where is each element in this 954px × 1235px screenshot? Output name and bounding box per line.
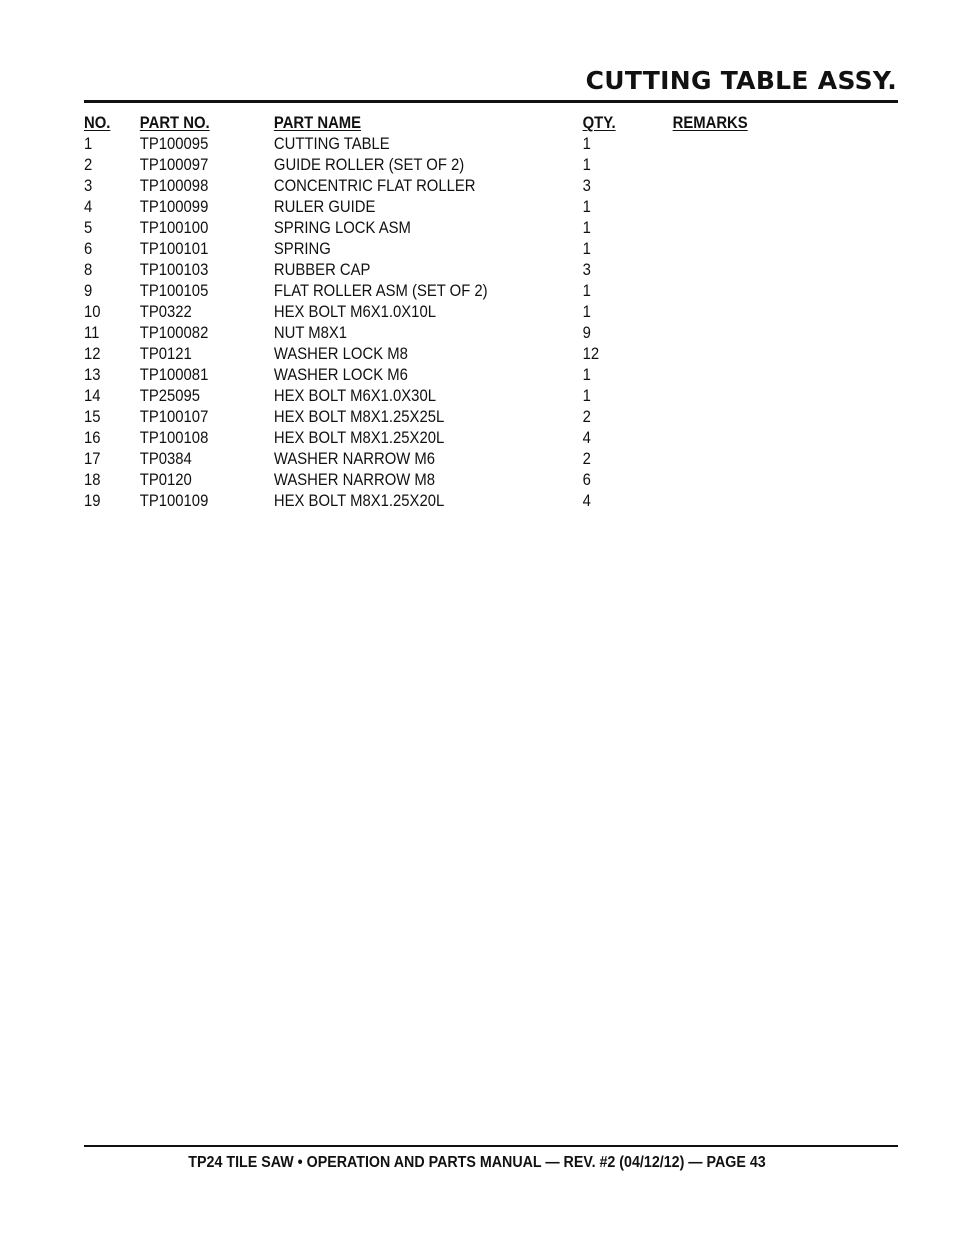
parts-table-body	[84, 134, 781, 512]
cell-part-no: TP100107	[139, 408, 209, 426]
cell-part-no: TP0322	[139, 303, 192, 321]
cell-remarks	[673, 155, 781, 176]
table-row	[84, 281, 781, 302]
column-header-no: NO.	[84, 114, 111, 132]
cell-no: 16	[84, 429, 101, 447]
cell-no: 4	[84, 198, 93, 216]
cell-part-name: CUTTING TABLE	[273, 135, 390, 153]
cell-remarks	[673, 176, 781, 197]
cell-qty: 6	[582, 471, 591, 489]
cell-part-no: TP100095	[139, 135, 209, 153]
cell-no: 11	[84, 324, 100, 342]
cell-qty: 4	[582, 429, 591, 447]
cell-remarks	[673, 407, 781, 428]
cell-part-name: HEX BOLT M6X1.0X30L	[273, 387, 436, 405]
parts-table	[84, 113, 781, 512]
cell-part-no: TP100108	[139, 429, 209, 447]
cell-part-no: TP100100	[139, 219, 209, 237]
table-row	[84, 134, 781, 155]
cell-remarks	[673, 218, 781, 239]
cell-part-no: TP100097	[139, 156, 209, 174]
cell-remarks	[673, 239, 781, 260]
cell-remarks	[673, 323, 781, 344]
cell-part-no: TP100105	[139, 282, 209, 300]
cell-no: 10	[84, 303, 101, 321]
table-row	[84, 491, 781, 512]
cell-qty: 3	[582, 177, 591, 195]
cell-part-name: FLAT ROLLER ASM (SET OF 2)	[273, 282, 488, 300]
table-row	[84, 428, 781, 449]
table-row	[84, 365, 781, 386]
cell-part-no: TP25095	[139, 387, 201, 405]
cell-part-no: TP100099	[139, 198, 209, 216]
cell-qty: 4	[582, 492, 591, 510]
cell-no: 2	[84, 156, 93, 174]
cell-part-no: TP100103	[139, 261, 209, 279]
cell-part-name: WASHER LOCK M8	[273, 345, 408, 363]
cell-no: 9	[84, 282, 93, 300]
cell-remarks	[673, 134, 781, 155]
cell-qty: 1	[582, 156, 591, 174]
cell-no: 13	[84, 366, 101, 384]
page-footer: TP24 TILE SAW • OPERATION AND PARTS MANUAL — REV. #2 (04/12/12) — PAGE 43	[188, 1154, 766, 1171]
cell-remarks	[673, 197, 781, 218]
cell-part-no: TP100101	[139, 240, 209, 258]
cell-remarks	[673, 470, 781, 491]
cell-part-no: TP0120	[139, 471, 192, 489]
footer-divider	[84, 1145, 898, 1147]
cell-remarks	[673, 449, 781, 470]
cell-qty: 1	[582, 303, 591, 321]
table-row	[84, 197, 781, 218]
table-row	[84, 407, 781, 428]
cell-part-no: TP100081	[139, 366, 209, 384]
cell-part-name: HEX BOLT M8X1.25X20L	[273, 429, 445, 447]
cell-part-name: WASHER LOCK M6	[273, 366, 408, 384]
cell-qty: 12	[582, 345, 600, 363]
cell-part-name: SPRING LOCK ASM	[273, 219, 411, 237]
cell-qty: 1	[582, 135, 591, 153]
page-title: CUTTING TABLE ASSY.	[585, 66, 897, 95]
table-row	[84, 449, 781, 470]
cell-part-no: TP0384	[139, 450, 192, 468]
cell-qty: 2	[582, 450, 591, 468]
cell-part-name: WASHER NARROW M6	[273, 450, 436, 468]
column-header-part-no: PART NO.	[139, 114, 210, 132]
cell-remarks	[673, 344, 781, 365]
cell-part-name: GUIDE ROLLER (SET OF 2)	[273, 156, 465, 174]
table-row	[84, 176, 781, 197]
cell-qty: 9	[582, 324, 591, 342]
cell-remarks	[673, 386, 781, 407]
cell-qty: 1	[582, 282, 591, 300]
table-row	[84, 218, 781, 239]
cell-qty: 1	[582, 219, 591, 237]
cell-part-name: RUBBER CAP	[273, 261, 371, 279]
title-divider	[84, 100, 898, 103]
cell-no: 12	[84, 345, 101, 363]
cell-part-no: TP100082	[139, 324, 209, 342]
cell-part-no: TP0121	[139, 345, 192, 363]
cell-part-name: CONCENTRIC FLAT ROLLER	[273, 177, 476, 195]
cell-no: 3	[84, 177, 93, 195]
cell-qty: 1	[582, 198, 591, 216]
cell-part-name: HEX BOLT M8X1.25X20L	[273, 492, 445, 510]
cell-remarks	[673, 491, 781, 512]
cell-no: 19	[84, 492, 101, 510]
cell-no: 6	[84, 240, 93, 258]
cell-no: 18	[84, 471, 101, 489]
cell-part-name: HEX BOLT M6X1.0X10L	[273, 303, 436, 321]
cell-part-name: RULER GUIDE	[273, 198, 376, 216]
cell-part-name: WASHER NARROW M8	[273, 471, 436, 489]
cell-part-no: TP100098	[139, 177, 209, 195]
cell-no: 5	[84, 219, 93, 237]
table-row	[84, 386, 781, 407]
table-header-row	[84, 113, 781, 134]
cell-no: 14	[84, 387, 101, 405]
table-row	[84, 239, 781, 260]
table-row	[84, 302, 781, 323]
cell-no: 17	[84, 450, 101, 468]
cell-part-name: SPRING	[273, 240, 331, 258]
column-header-part-name: PART NAME	[273, 114, 362, 132]
cell-no: 1	[84, 135, 93, 153]
table-row	[84, 323, 781, 344]
column-header-remarks: REMARKS	[672, 114, 748, 132]
cell-remarks	[673, 281, 781, 302]
cell-qty: 2	[582, 408, 591, 426]
table-row	[84, 155, 781, 176]
table-row	[84, 344, 781, 365]
cell-part-name: NUT M8X1	[273, 324, 348, 342]
cell-remarks	[673, 428, 781, 449]
cell-qty: 1	[582, 387, 591, 405]
cell-part-no: TP100109	[139, 492, 209, 510]
cell-no: 15	[84, 408, 101, 426]
column-header-qty: QTY.	[582, 114, 616, 132]
cell-qty: 3	[582, 261, 591, 279]
cell-remarks	[673, 365, 781, 386]
cell-qty: 1	[582, 366, 591, 384]
table-row	[84, 260, 781, 281]
cell-part-name: HEX BOLT M8X1.25X25L	[273, 408, 445, 426]
cell-no: 8	[84, 261, 93, 279]
cell-remarks	[673, 260, 781, 281]
cell-qty: 1	[582, 240, 591, 258]
cell-remarks	[673, 302, 781, 323]
table-row	[84, 470, 781, 491]
